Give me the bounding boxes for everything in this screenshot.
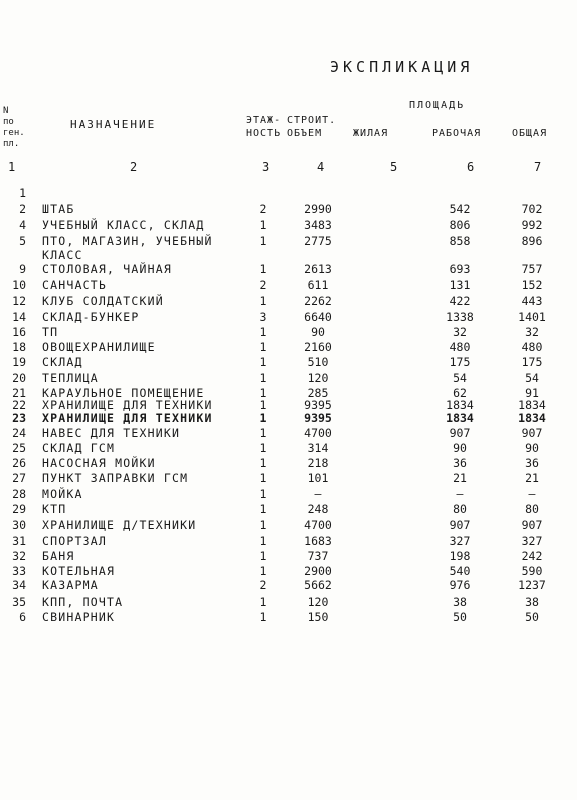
row-number: 26 <box>12 456 26 470</box>
row-floors: 2 <box>259 202 267 216</box>
row-total-area: 1834 <box>518 411 546 425</box>
row-total-area: 32 <box>525 325 539 339</box>
row-purpose: ХРАНИЛИЩЕ ДЛЯ ТЕХНИКИ <box>42 411 213 425</box>
table-row <box>0 595 577 611</box>
row-floors: 1 <box>259 325 267 339</box>
row-volume: 5662 <box>304 578 332 592</box>
row-working-area: 90 <box>453 441 467 455</box>
row-floors: 1 <box>259 471 267 485</box>
row-total-area: 1237 <box>518 578 546 592</box>
row-purpose: СВИНАРНИК <box>42 610 116 624</box>
row-working-area: 32 <box>453 325 467 339</box>
row-number: 9 <box>19 262 26 276</box>
row-working-area: 693 <box>449 262 471 276</box>
row-volume: 1683 <box>304 534 332 548</box>
row-working-area: 806 <box>449 218 471 232</box>
column-number-1: 1 <box>8 160 16 174</box>
row-total-area: 1834 <box>518 398 546 412</box>
row-number: 16 <box>12 325 26 339</box>
row-working-area: 480 <box>449 340 471 354</box>
row-number: 19 <box>12 355 26 369</box>
table-row <box>0 186 577 202</box>
row-volume: 2775 <box>304 234 332 248</box>
row-working-area: 540 <box>449 564 471 578</box>
row-purpose: ХРАНИЛИЩЕ ДЛЯ ТЕХНИКИ <box>42 398 213 412</box>
row-total-area: 50 <box>525 610 539 624</box>
row-working-area: 62 <box>453 386 467 400</box>
row-number: 4 <box>19 218 26 232</box>
row-number: 1 <box>19 186 26 200</box>
row-volume: 9395 <box>304 411 332 425</box>
row-volume: 248 <box>307 502 329 516</box>
row-total-area: 80 <box>525 502 539 516</box>
row-purpose: КТП <box>42 502 67 516</box>
header-area: ПЛОЩАДЬ <box>409 100 466 111</box>
row-number: 35 <box>12 595 26 609</box>
row-working-area: 50 <box>453 610 467 624</box>
table-row <box>0 471 577 487</box>
row-total-area: 1401 <box>518 310 546 324</box>
row-working-area: 198 <box>449 549 471 563</box>
row-purpose: КЛАСС <box>42 248 83 262</box>
header-living: ЖИЛАЯ <box>353 128 389 139</box>
row-purpose: КОТЕЛЬНАЯ <box>42 564 116 578</box>
row-working-area: 907 <box>449 518 471 532</box>
row-volume: 2262 <box>304 294 332 308</box>
table-row <box>0 534 577 550</box>
row-volume: 2900 <box>304 564 332 578</box>
row-floors: 1 <box>259 518 267 532</box>
row-total-area: 590 <box>521 564 543 578</box>
table-row <box>0 294 577 310</box>
row-working-area: 327 <box>449 534 471 548</box>
header-number: N по ген. пл. <box>3 106 25 149</box>
row-purpose: СПОРТЗАЛ <box>42 534 107 548</box>
row-floors: 1 <box>259 595 267 609</box>
table-row <box>0 371 577 387</box>
row-working-area: 1834 <box>446 411 474 425</box>
row-total-area: 443 <box>521 294 543 308</box>
row-floors: 1 <box>259 441 267 455</box>
table-row <box>0 578 577 594</box>
row-number: 27 <box>12 471 26 485</box>
header-floors: ЭТАЖ- НОСТЬ <box>246 115 282 139</box>
row-working-area: 38 <box>453 595 467 609</box>
row-total-area: 175 <box>521 355 543 369</box>
column-number-2: 2 <box>130 160 138 174</box>
row-floors: 1 <box>259 398 267 412</box>
row-volume: 510 <box>307 355 329 369</box>
row-floors: 1 <box>259 411 267 425</box>
row-volume: 4700 <box>304 426 332 440</box>
row-number: 24 <box>12 426 26 440</box>
table-row <box>0 441 577 457</box>
row-total-area: 480 <box>521 340 543 354</box>
row-floors: 1 <box>259 534 267 548</box>
row-number: 14 <box>12 310 26 324</box>
row-purpose: ХРАНИЛИЩЕ Д/ТЕХНИКИ <box>42 518 197 532</box>
row-total-area: 992 <box>521 218 543 232</box>
row-number: 25 <box>12 441 26 455</box>
row-total-area: 327 <box>521 534 543 548</box>
table-row <box>0 340 577 356</box>
row-number: 18 <box>12 340 26 354</box>
row-volume: 90 <box>311 325 325 339</box>
row-number: 29 <box>12 502 26 516</box>
column-number-4: 4 <box>317 160 325 174</box>
row-total-area: 91 <box>525 386 539 400</box>
row-purpose: СКЛАД-БУНКЕР <box>42 310 140 324</box>
row-number: 34 <box>12 578 26 592</box>
table-row <box>0 325 577 341</box>
row-number: 30 <box>12 518 26 532</box>
table-row <box>0 262 577 278</box>
table-row <box>0 610 577 626</box>
table-row <box>0 518 577 534</box>
row-floors: 1 <box>259 549 267 563</box>
row-working-area: 907 <box>449 426 471 440</box>
row-floors: 1 <box>259 502 267 516</box>
row-purpose: УЧЕБНЫЙ КЛАСС, СКЛАД <box>42 218 205 232</box>
row-working-area: 36 <box>453 456 467 470</box>
row-total-area: – <box>528 487 536 501</box>
row-number: 5 <box>19 234 26 248</box>
header-total: ОБЩАЯ <box>512 128 548 139</box>
row-number: 28 <box>12 487 26 501</box>
table-row <box>0 355 577 371</box>
row-floors: 1 <box>259 262 267 276</box>
row-number: 21 <box>12 386 26 400</box>
column-number-7: 7 <box>534 160 542 174</box>
row-purpose: НАВЕС ДЛЯ ТЕХНИКИ <box>42 426 181 440</box>
row-volume: 2160 <box>304 340 332 354</box>
row-floors: 1 <box>259 564 267 578</box>
row-floors: 2 <box>259 278 267 292</box>
row-purpose: ТП <box>42 325 59 339</box>
row-total-area: 896 <box>521 234 543 248</box>
row-floors: 1 <box>259 355 267 369</box>
row-total-area: 21 <box>525 471 539 485</box>
row-volume: 2990 <box>304 202 332 216</box>
row-total-area: 757 <box>521 262 543 276</box>
row-purpose: ОВОЩЕХРАНИЛИЩЕ <box>42 340 156 354</box>
row-total-area: 36 <box>525 456 539 470</box>
row-number: 31 <box>12 534 26 548</box>
table-row <box>0 502 577 518</box>
row-purpose: КЛУБ СОЛДАТСКИЙ <box>42 294 164 308</box>
table-row <box>0 456 577 472</box>
row-total-area: 907 <box>521 518 543 532</box>
row-purpose: КПП, ПОЧТА <box>42 595 124 609</box>
row-total-area: 54 <box>525 371 539 385</box>
row-working-area: 858 <box>449 234 471 248</box>
row-volume: 120 <box>307 595 329 609</box>
row-working-area: 54 <box>453 371 467 385</box>
row-floors: 1 <box>259 487 267 501</box>
row-purpose: САНЧАСТЬ <box>42 278 107 292</box>
row-working-area: 131 <box>449 278 471 292</box>
row-purpose: ТЕПЛИЦА <box>42 371 99 385</box>
row-purpose: МОЙКА <box>42 487 83 501</box>
row-floors: 1 <box>259 371 267 385</box>
row-floors: 2 <box>259 578 267 592</box>
row-number: 22 <box>12 398 26 412</box>
row-purpose: ПУНКТ ЗАПРАВКИ ГСМ <box>42 471 189 485</box>
row-floors: 3 <box>259 310 267 324</box>
document-title: ЭКСПЛИКАЦИЯ <box>330 58 474 76</box>
row-working-area: 175 <box>449 355 471 369</box>
row-working-area: 422 <box>449 294 471 308</box>
row-volume: 737 <box>307 549 329 563</box>
row-total-area: 702 <box>521 202 543 216</box>
row-volume: 611 <box>307 278 329 292</box>
row-number: 33 <box>12 564 26 578</box>
row-volume: 9395 <box>304 398 332 412</box>
row-number: 32 <box>12 549 26 563</box>
row-volume: 3483 <box>304 218 332 232</box>
table-row <box>0 310 577 326</box>
row-number: 23 <box>12 411 26 425</box>
row-purpose: НАСОСНАЯ МОЙКИ <box>42 456 156 470</box>
row-purpose: ПТО, МАГАЗИН, УЧЕБНЫЙ <box>42 234 213 248</box>
table-row <box>0 549 577 565</box>
row-total-area: 152 <box>521 278 543 292</box>
row-total-area: 242 <box>521 549 543 563</box>
row-working-area: 1338 <box>446 310 474 324</box>
row-floors: 1 <box>259 456 267 470</box>
row-number: 12 <box>12 294 26 308</box>
row-working-area: 80 <box>453 502 467 516</box>
row-floors: 1 <box>259 610 267 624</box>
row-volume: 101 <box>307 471 329 485</box>
table-row <box>0 218 577 234</box>
row-purpose: СТОЛОВАЯ, ЧАЙНАЯ <box>42 262 172 276</box>
row-floors: 1 <box>259 218 267 232</box>
header-working: РАБОЧАЯ <box>432 128 482 139</box>
row-purpose: СКЛАД <box>42 355 83 369</box>
table-row <box>0 426 577 442</box>
column-number-6: 6 <box>467 160 475 174</box>
row-volume: 120 <box>307 371 329 385</box>
row-total-area: 38 <box>525 595 539 609</box>
table-row <box>0 411 577 427</box>
row-working-area: 542 <box>449 202 471 216</box>
row-purpose: КАРАУЛЬНОЕ ПОМЕЩЕНИЕ <box>42 386 205 400</box>
table-row <box>0 487 577 503</box>
row-total-area: 90 <box>525 441 539 455</box>
row-volume: 150 <box>307 610 329 624</box>
header-volume: СТРОИТ. ОБЪЕМ <box>287 115 337 139</box>
row-total-area: 907 <box>521 426 543 440</box>
row-working-area: 1834 <box>446 398 474 412</box>
table-row <box>0 202 577 218</box>
row-volume: 4700 <box>304 518 332 532</box>
row-volume: – <box>314 487 322 501</box>
row-purpose: БАНЯ <box>42 549 75 563</box>
row-working-area: 976 <box>449 578 471 592</box>
row-floors: 1 <box>259 426 267 440</box>
row-working-area: – <box>456 487 464 501</box>
column-number-5: 5 <box>390 160 398 174</box>
row-floors: 1 <box>259 294 267 308</box>
row-working-area: 21 <box>453 471 467 485</box>
row-number: 2 <box>19 202 26 216</box>
table-row <box>0 278 577 294</box>
row-number: 6 <box>19 610 26 624</box>
row-volume: 218 <box>307 456 329 470</box>
column-number-3: 3 <box>262 160 270 174</box>
row-floors: 1 <box>259 386 267 400</box>
header-purpose: НАЗНАЧЕНИЕ <box>70 118 157 131</box>
row-number: 10 <box>12 278 26 292</box>
row-volume: 6640 <box>304 310 332 324</box>
row-purpose: ШТАБ <box>42 202 75 216</box>
row-volume: 285 <box>307 386 329 400</box>
row-number: 20 <box>12 371 26 385</box>
row-purpose: СКЛАД ГСМ <box>42 441 116 455</box>
row-volume: 2613 <box>304 262 332 276</box>
row-floors: 1 <box>259 234 267 248</box>
row-volume: 314 <box>307 441 329 455</box>
row-purpose: КАЗАРМА <box>42 578 99 592</box>
row-floors: 1 <box>259 340 267 354</box>
